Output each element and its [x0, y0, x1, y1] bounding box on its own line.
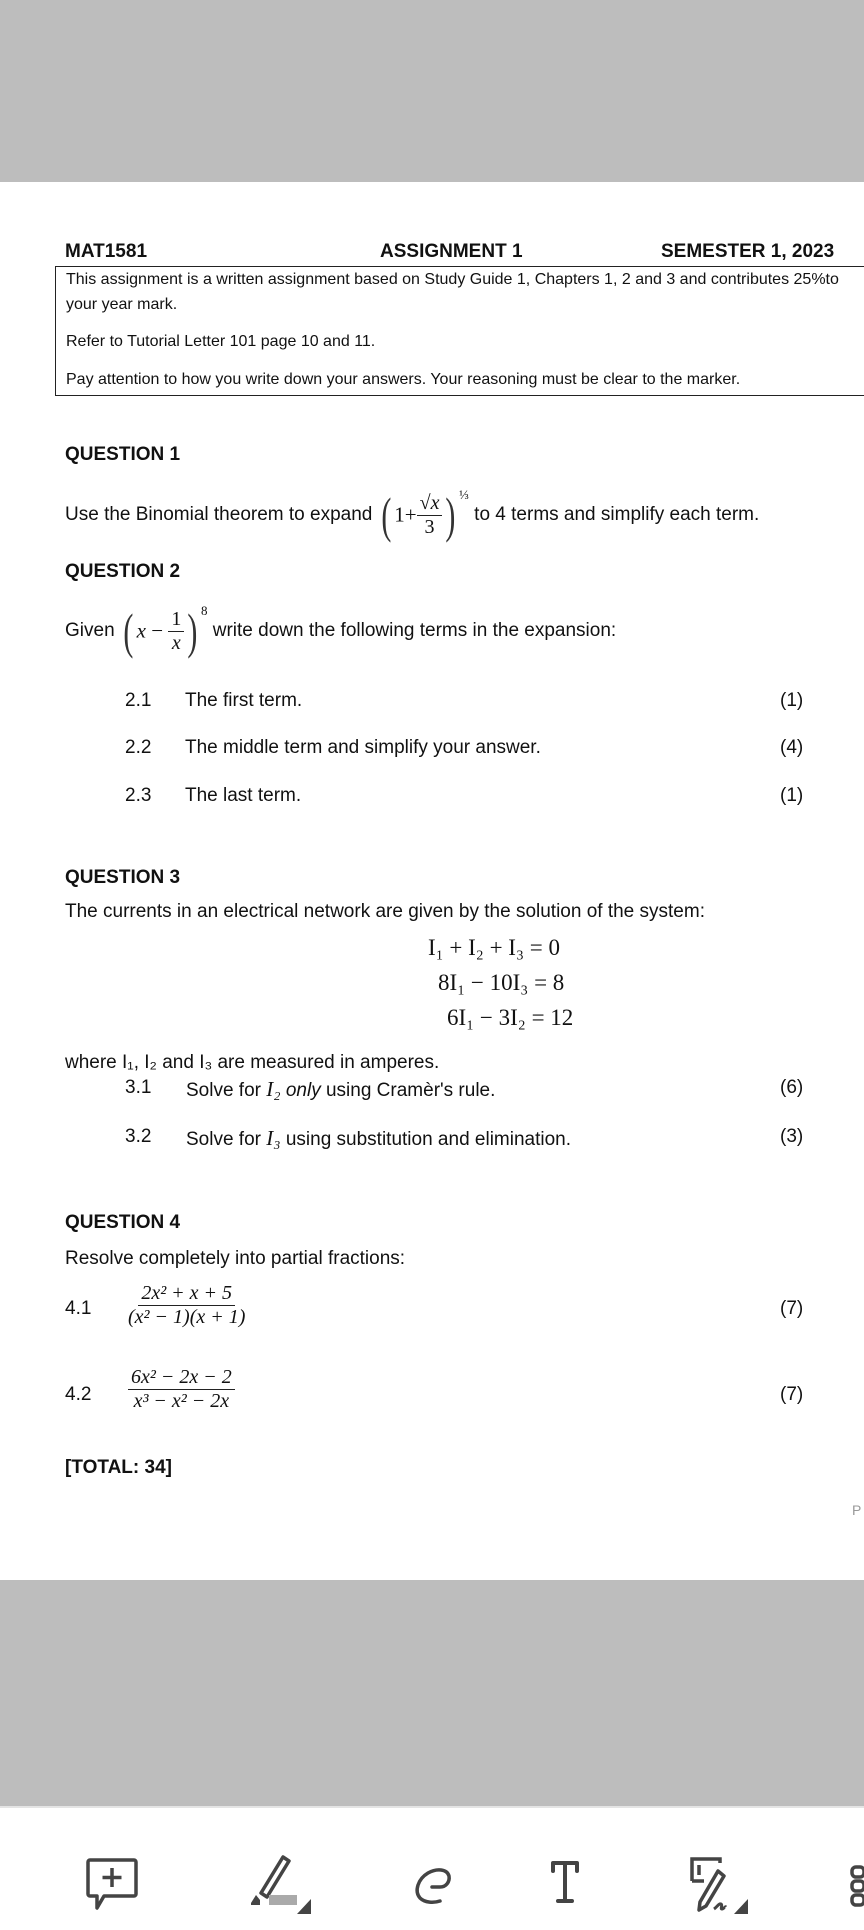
right-paren: ): [187, 603, 198, 659]
viewer-background-bottom: [0, 1580, 864, 1806]
question-4-title: QUESTION 4: [65, 1212, 181, 1233]
q2-fraction: [168, 608, 184, 655]
q4-fraction-1: [128, 1282, 245, 1329]
q4-item-marks: (7): [780, 1384, 804, 1405]
q3-intro: The currents in an electrical network are given by the solution of the system:: [65, 901, 705, 922]
q2-post: write down the following terms in the expansion:: [212, 620, 617, 641]
highlighter-icon[interactable]: [245, 1855, 305, 1915]
q1-one-plus: 1+: [394, 502, 417, 527]
q3-item-no: 3.2: [125, 1126, 152, 1147]
q4-denominator: x³ − x² − 2x: [133, 1390, 230, 1412]
total-marks: [TOTAL: 34]: [65, 1457, 172, 1478]
more-icon[interactable]: [848, 1855, 864, 1915]
q2-item-text: The last term.: [185, 785, 302, 806]
q2-x: x: [136, 618, 146, 643]
question-3-title: QUESTION 3: [65, 867, 181, 888]
q3-item-post: using Cramèr's rule.: [325, 1080, 496, 1101]
q2-item-no: 2.2: [125, 737, 152, 758]
q2-item-text: The first term.: [185, 690, 303, 711]
add-text-icon[interactable]: [543, 1855, 603, 1915]
q4-item-no: 4.2: [65, 1384, 92, 1405]
q3-item-emphasis: only: [285, 1080, 321, 1101]
q4-intro: Resolve completely into partial fractions:: [65, 1248, 406, 1269]
q2-pre: Given: [65, 620, 115, 641]
q3-item-text: [186, 1077, 495, 1102]
q3-item-post: using substitution and elimination.: [285, 1129, 572, 1150]
sign-icon[interactable]: [688, 1855, 748, 1915]
q2-denominator: x: [171, 631, 181, 654]
intro-line-3: Refer to Tutorial Letter 101 page 10 and 11.: [66, 333, 376, 350]
q3-where: where I₁, I₂ and I₃ are measured in amperes.: [65, 1052, 440, 1073]
equation-2: 8I₁ − 10I₃ = 8: [438, 970, 565, 995]
question-1-text: [65, 486, 759, 544]
semester: SEMESTER 1, 2023: [661, 241, 835, 262]
intro-line-4: Pay attention to how you write down your answers. Your reasoning must be clear to the marker.: [66, 371, 741, 388]
q3-item-var: I₃: [266, 1126, 281, 1150]
q4-item-no: 4.1: [65, 1298, 92, 1319]
q1-exponent: ⅓: [459, 486, 469, 502]
q2-item-no: 2.3: [125, 785, 152, 806]
q1-post: to 4 terms and simplify each term.: [474, 504, 760, 525]
q4-numerator: 6x² − 2x − 2: [128, 1366, 235, 1390]
q2-item-text: The middle term and simplify your answer.: [185, 737, 541, 758]
q3-item-pre: Solve for: [186, 1080, 261, 1101]
q3-item-no: 3.1: [125, 1077, 152, 1098]
q3-item-var: I₂: [266, 1077, 281, 1101]
page-edge-text: P: [852, 1502, 862, 1518]
toolbar-divider: [0, 1806, 864, 1808]
q3-item-text: [186, 1126, 571, 1151]
question-1-title: QUESTION 1: [65, 444, 181, 465]
add-comment-icon[interactable]: [82, 1855, 142, 1915]
equation-3: 6I₁ − 3I₂ = 12: [447, 1005, 574, 1030]
q1-fraction: [417, 492, 443, 539]
course-code: MAT1581: [65, 241, 148, 262]
q3-item-pre: Solve for: [186, 1129, 261, 1150]
draw-freeform-icon[interactable]: [402, 1855, 462, 1915]
q1-numerator: √x: [417, 492, 443, 516]
q2-item-no: 2.1: [125, 690, 152, 711]
question-2-text: [65, 602, 616, 660]
q4-numerator: 2x² + x + 5: [138, 1282, 235, 1306]
right-paren: ): [445, 487, 456, 543]
question-2-title: QUESTION 2: [65, 561, 181, 582]
q3-item-marks: (3): [780, 1126, 804, 1147]
q1-pre: Use the Binomial theorem to expand: [65, 504, 373, 525]
q4-fraction-2: [128, 1366, 235, 1413]
q2-exponent: 8: [200, 602, 208, 618]
q4-fraction: [128, 1282, 245, 1329]
q1-denominator: 3: [424, 515, 435, 538]
assignment-title: ASSIGNMENT 1: [380, 241, 523, 262]
q4-denominator: (x² − 1)(x + 1): [128, 1306, 246, 1328]
q2-item-marks: (1): [780, 690, 804, 711]
intro-line-1: This assignment is a written assignment based on Study Guide 1, Chapters 1, 2 and 3 and contributes 25%to: [66, 271, 839, 288]
left-paren: (: [123, 603, 134, 659]
viewer-background-top: [0, 0, 864, 182]
q4-item-marks: (7): [780, 1298, 804, 1319]
q2-item-marks: (1): [780, 785, 804, 806]
q2-numerator: 1: [168, 608, 184, 632]
intro-line-2: your year mark.: [66, 296, 178, 313]
q3-item-marks: (6): [780, 1077, 804, 1098]
q2-item-marks: (4): [780, 737, 804, 758]
q2-minus: −: [151, 618, 164, 643]
left-paren: (: [380, 487, 391, 543]
q4-fraction: [128, 1366, 235, 1413]
equation-1: I₁ + I₂ + I₃ = 0: [428, 935, 560, 960]
